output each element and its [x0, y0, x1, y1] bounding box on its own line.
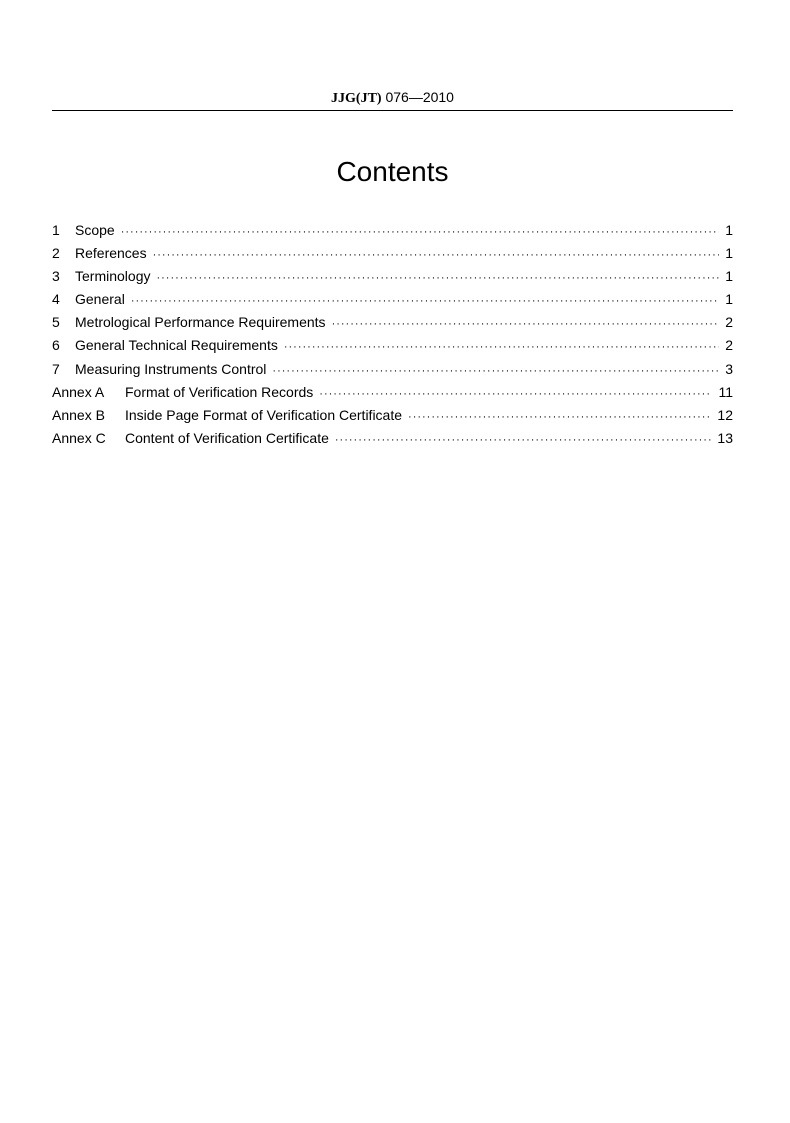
toc-entry-number: Annex B	[52, 406, 105, 423]
toc-entry-label: General	[75, 291, 125, 308]
toc-entry-label: References	[75, 245, 147, 262]
toc-entry-label: Measuring Instruments Control	[75, 360, 267, 377]
toc-entry[interactable]	[52, 220, 733, 243]
toc-leader-dots	[284, 337, 719, 357]
toc-entry-number: 1	[52, 222, 60, 238]
toc-entry-number: 3	[52, 268, 60, 285]
toc-entry[interactable]	[52, 359, 733, 382]
toc-entry-label: Content of Verification Certificate	[125, 429, 329, 446]
toc-entry-number: 6	[52, 337, 60, 354]
toc-leader-dots	[121, 222, 720, 242]
toc-entry-page: 1	[725, 268, 733, 285]
toc-entry[interactable]	[52, 289, 733, 312]
page-title: Contents	[336, 156, 449, 187]
running-header	[52, 88, 733, 108]
toc-leader-dots	[131, 291, 719, 311]
toc-leader-dots	[156, 268, 719, 288]
toc-leader-dots	[319, 384, 712, 404]
toc-entry-page: 13	[717, 429, 733, 446]
toc-entry-number: 7	[52, 360, 60, 377]
toc-leader-dots	[153, 245, 720, 265]
toc-entry-number: Annex A	[52, 383, 105, 400]
toc-entry-number: 5	[52, 314, 60, 331]
toc-entry-number: Annex C	[52, 429, 106, 446]
toc-entry-label: Metrological Performance Requirements	[75, 314, 326, 331]
toc-entry-page: 12	[717, 406, 733, 423]
toc-entry[interactable]	[52, 266, 733, 289]
toc-entry-page: 3	[725, 360, 733, 377]
toc-leader-dots	[272, 361, 719, 381]
toc-entry-page: 11	[718, 383, 733, 400]
toc-entry[interactable]	[52, 243, 733, 266]
toc-leader-dots	[335, 430, 712, 450]
toc-entry-label: General Technical Requirements	[75, 337, 278, 354]
toc-entry[interactable]	[52, 405, 733, 428]
toc-entry-page: 2	[725, 337, 733, 354]
toc-entry-label: Terminology	[75, 268, 151, 285]
toc-entry[interactable]	[52, 312, 733, 335]
toc-entry-page: 1	[725, 222, 733, 238]
toc-entry-page: 1	[725, 245, 733, 262]
toc-entry-number: 4	[52, 291, 60, 308]
toc-entry-page: 1	[725, 291, 733, 308]
toc-entry-number: 2	[52, 245, 60, 262]
toc-entry[interactable]	[52, 382, 733, 405]
standard-code: JJG(JT)	[331, 91, 382, 106]
toc-entry-label: Format of Verification Records	[125, 383, 314, 400]
toc-entry-page: 2	[725, 314, 733, 331]
standard-number: 076—2010	[385, 89, 454, 105]
toc-entry[interactable]	[52, 335, 733, 358]
toc-leader-dots	[332, 314, 720, 334]
toc-entry-label: Inside Page Format of Verification Certificate	[125, 406, 403, 423]
header-rule	[52, 110, 733, 111]
toc-entry[interactable]	[52, 428, 733, 451]
toc-entry-label: Scope	[75, 222, 115, 238]
table-of-contents	[52, 220, 733, 451]
toc-leader-dots	[408, 407, 711, 427]
